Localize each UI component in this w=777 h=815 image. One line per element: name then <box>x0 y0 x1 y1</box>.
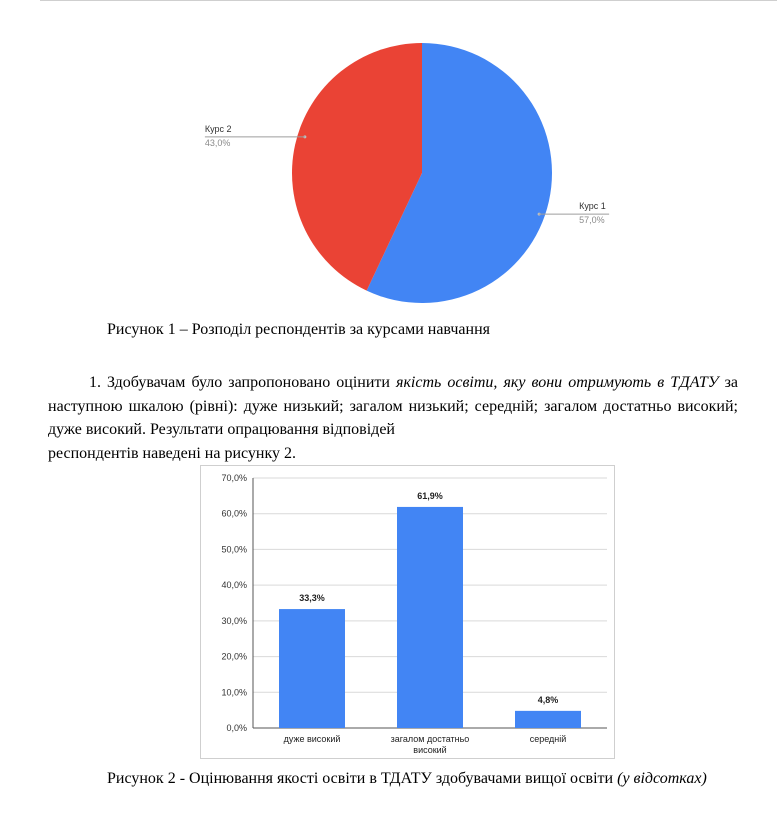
y-tick-label: 60,0% <box>221 508 247 519</box>
y-tick-label: 40,0% <box>221 580 247 591</box>
y-tick-label: 0,0% <box>226 723 247 733</box>
bar-value-label: 4,8% <box>537 694 559 705</box>
x-category-label: високий <box>413 745 447 755</box>
pie-slice-label: Курс 1 <box>579 201 606 212</box>
x-category-label: середній <box>529 734 567 744</box>
figure-2-caption-text: Рисунок 2 - Оцінювання якості освіти в ТДАТУ здобувачами вищої освіти <box>107 770 618 787</box>
y-tick-label: 20,0% <box>221 651 247 662</box>
bar-value-label: 61,9% <box>417 490 443 501</box>
bar <box>515 711 581 728</box>
pie-slice-label: Курс 2 <box>204 123 232 134</box>
pie-slice-value: 43,0% <box>204 137 231 148</box>
paragraph-italic: якість освіти, яку вони отримують в ТДАТУ <box>396 374 719 391</box>
pie-chart <box>0 0 777 320</box>
y-tick-label: 50,0% <box>221 544 247 555</box>
paragraph-text-rest: за наступною шкалою (рівні): дуже низький; загалом низький; середній; загалом достатньо високий; дуже високий. Результати опрацювання відповідей <box>48 374 739 438</box>
pie-slice-value: 57,0% <box>579 215 605 226</box>
x-category-label: дуже високий <box>283 734 341 744</box>
paragraph-text-start: 1. Здобувачам було запропоновано оцінити <box>89 374 396 391</box>
body-paragraph <box>48 371 738 465</box>
figure-1-caption: Рисунок 1 – Розподіл респондентів за курсами навчання <box>107 321 490 338</box>
bar-chart <box>201 466 614 758</box>
y-tick-label: 10,0% <box>221 687 247 698</box>
paragraph-last-line: респондентів наведені на рисунку 2. <box>48 444 297 462</box>
bar-chart-frame <box>200 465 615 759</box>
bar-value-label: 33,3% <box>299 593 325 604</box>
x-category-label: загалом достатньо <box>390 734 470 744</box>
y-tick-label: 70,0% <box>221 473 247 483</box>
figure-2-caption <box>48 767 738 791</box>
bar <box>397 507 463 728</box>
bar <box>279 609 345 728</box>
y-tick-label: 30,0% <box>221 615 247 626</box>
figure-2-caption-italic: (у відсотках) <box>617 770 707 787</box>
